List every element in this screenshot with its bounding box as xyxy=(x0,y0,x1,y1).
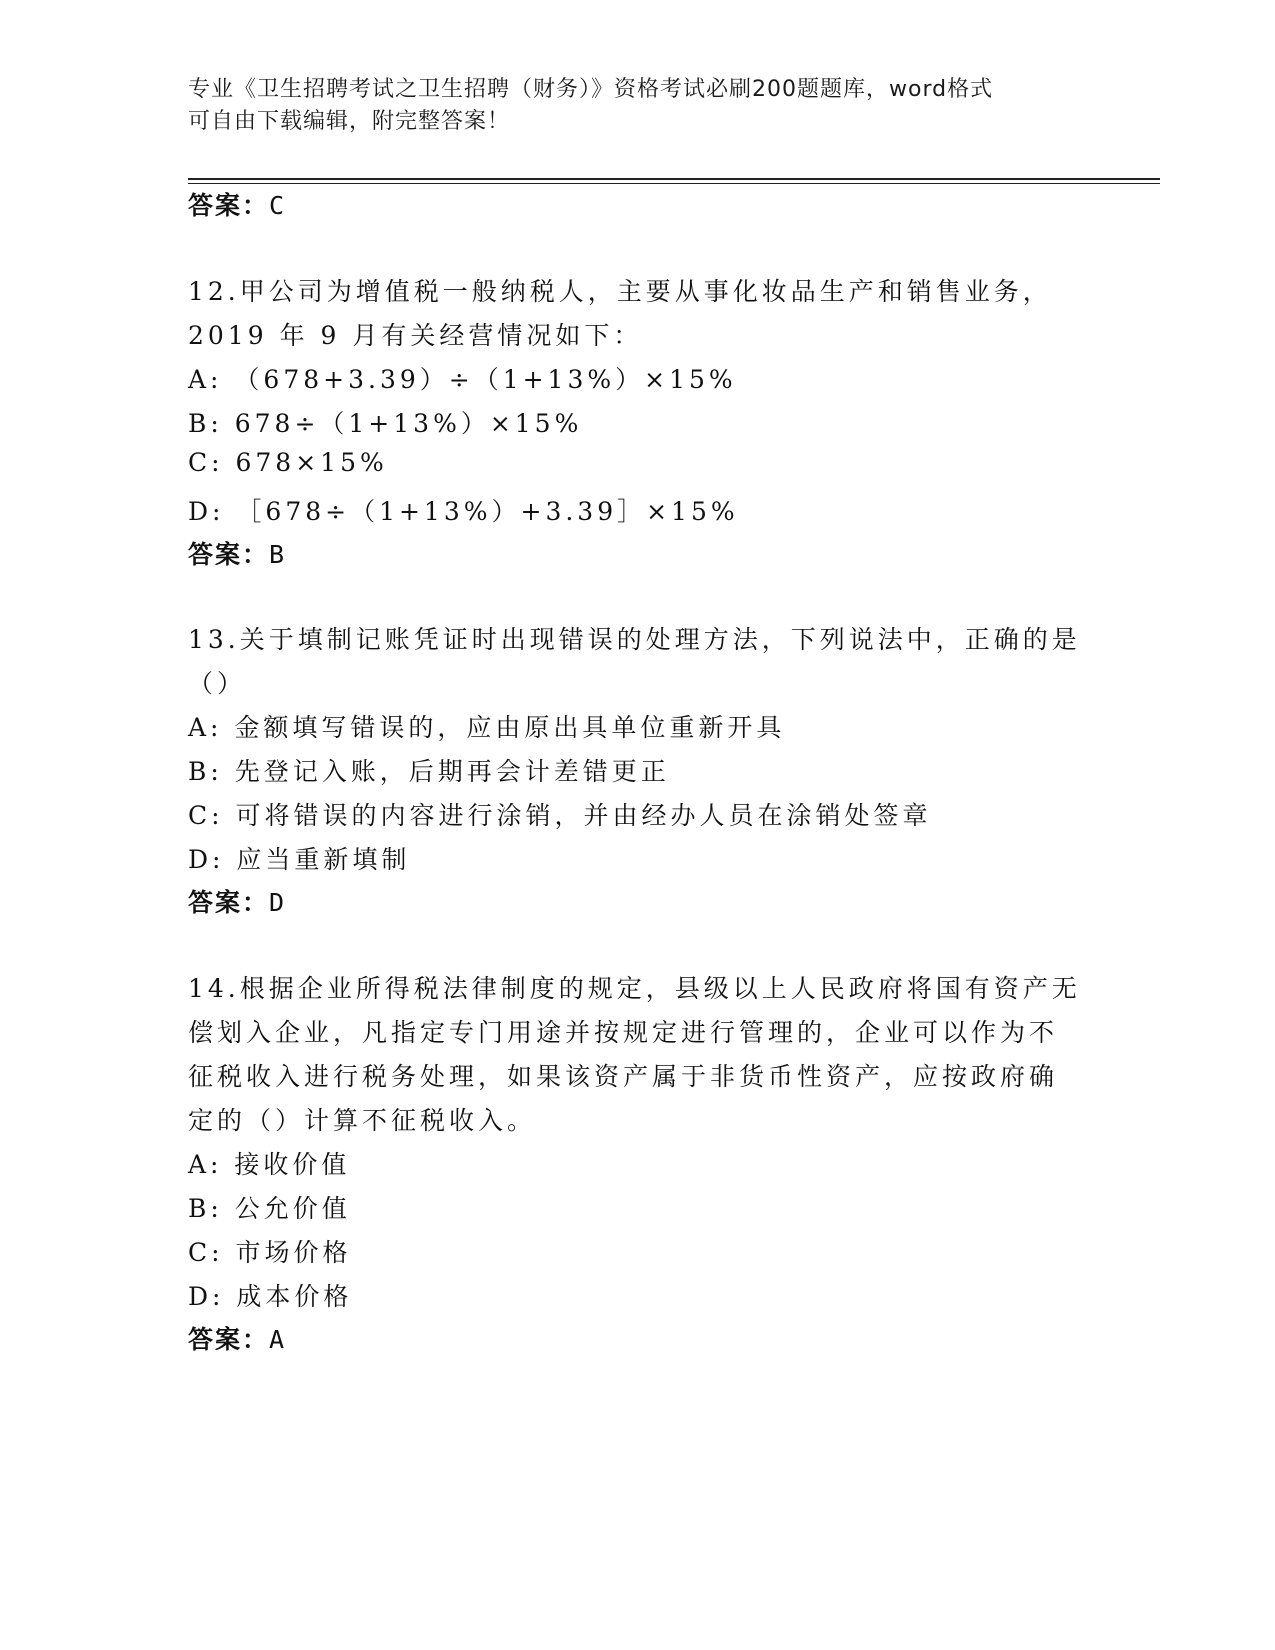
question-13-option-c: C: 可将错误的内容进行涂销，并由经办人员在涂销处签章 xyxy=(188,801,932,830)
question-12-option-d: D: ［678÷（1+13%）+3.39］×15% xyxy=(188,497,739,526)
question-14-stem-line-2: 偿划入企业，凡指定专门用途并按规定进行管理的，企业可以作为不 xyxy=(188,1018,1059,1047)
answer-label: 答案： xyxy=(188,1325,270,1354)
answer-label: 答案： xyxy=(188,888,270,917)
question-13-option-b: B: 先登记入账，后期再会计差错更正 xyxy=(188,757,670,786)
question-13-option-d: D: 应当重新填制 xyxy=(188,845,411,874)
document-header xyxy=(188,74,1088,138)
question-14-stem-line-1: 14.根据企业所得税法律制度的规定，县级以上人民政府将国有资产无 xyxy=(188,974,1081,1003)
question-13-option-a: A: 金额填写错误的，应由原出具单位重新开具 xyxy=(188,713,786,742)
question-14-stem-line-4: 定的（）计算不征税收入。 xyxy=(188,1106,537,1135)
question-14-stem-line-3: 征税收入进行税务处理，如果该资产属于非货币性资产，应按政府确 xyxy=(188,1062,1059,1091)
question-14-answer xyxy=(188,1320,286,1356)
question-14-option-b: B: 公允价值 xyxy=(188,1194,351,1223)
question-14-option-d: D: 成本价格 xyxy=(188,1282,353,1311)
header-divider-thick xyxy=(188,178,1160,180)
question-12-option-c: C: 678×15% xyxy=(188,448,388,477)
header-line-1: 专业《卫生招聘考试之卫生招聘（财务）》资格考试必刷200题题库，word格式 xyxy=(188,77,994,102)
answer-label: 答案： xyxy=(188,540,270,569)
answer-value: B xyxy=(269,540,287,569)
question-12-stem-line-2: 2019 年 9 月有关经营情况如下： xyxy=(188,321,643,350)
answer-value: A xyxy=(269,1325,287,1354)
question-12-answer xyxy=(188,535,286,571)
question-13-stem-line-2: （） xyxy=(188,669,247,698)
question-12-stem-line-1: 12.甲公司为增值税一般纳税人，主要从事化妆品生产和销售业务， xyxy=(188,277,1052,306)
answer-value: D xyxy=(269,888,287,917)
question-13-stem-line-1: 13.关于填制记账凭证时出现错误的处理方法，下列说法中，正确的是 xyxy=(188,625,1081,654)
question-14-option-c: C: 市场价格 xyxy=(188,1238,352,1267)
question-12-option-b: B: 678÷（1+13%）×15% xyxy=(188,409,583,438)
header-line-2: 可自由下载编辑，附完整答案！ xyxy=(188,109,511,134)
answer-line-prev xyxy=(188,186,286,222)
question-14-option-a: A: 接收价值 xyxy=(188,1150,351,1179)
answer-label: 答案： xyxy=(188,191,270,220)
answer-value: C xyxy=(269,191,287,220)
header-divider-thin xyxy=(188,183,1160,184)
question-12-option-a: A: （678+3.39）÷（1+13%）×15% xyxy=(188,365,737,394)
question-13-answer xyxy=(188,883,286,919)
